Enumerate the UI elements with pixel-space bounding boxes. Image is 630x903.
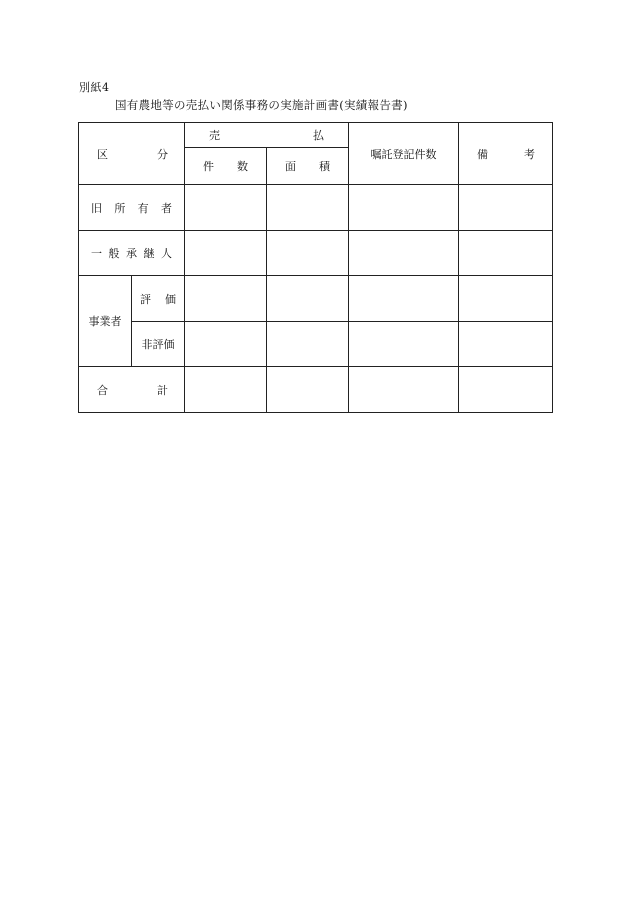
cell-area (267, 367, 349, 413)
row-label-char: 旧 (91, 201, 102, 215)
header-area (267, 148, 349, 185)
not-evaluated-text: 非評価 (141, 338, 175, 351)
row-general-heir (79, 231, 553, 276)
document-title: 国有農地等の売払い関係事務の実施計画書(実績報告書) (115, 98, 408, 112)
row-label-char: 継 (143, 247, 155, 260)
header-count-char: 件 (203, 160, 214, 173)
row-label-char: 計 (157, 383, 168, 397)
header-category-char: 分 (157, 147, 168, 161)
header-count (185, 148, 267, 185)
row-label-char: 所 (114, 201, 126, 215)
row-label-char: 一 (91, 247, 102, 260)
header-remarks-char: 考 (524, 147, 535, 161)
plan-table (78, 122, 553, 413)
row-evaluated (79, 276, 553, 322)
header-commission-text: 嘱託登記件数 (370, 147, 437, 161)
header-sale (185, 123, 349, 148)
header-row (79, 123, 553, 148)
cell-area (267, 231, 349, 276)
header-commission (349, 123, 459, 185)
header-sale-char: 売 (209, 129, 220, 142)
row-label-char: 般 (108, 247, 120, 260)
row-label-business-operator (79, 276, 132, 367)
row-former-owner (79, 185, 553, 231)
cell-remarks (459, 322, 553, 367)
cell-remarks (459, 185, 553, 231)
header-category-char: 区 (97, 147, 108, 161)
header-remarks-char: 備 (477, 147, 488, 161)
row-label-char: 人 (161, 247, 172, 260)
business-operator-text: 事業者 (88, 315, 122, 328)
row-label-char: 者 (160, 201, 172, 215)
row-total (79, 367, 553, 413)
cell-remarks (459, 231, 553, 276)
row-label-char: 有 (137, 201, 149, 215)
cell-area (267, 276, 349, 322)
header-category (79, 123, 185, 185)
cell-commission (349, 276, 459, 322)
header-area-char: 面 (285, 160, 296, 173)
cell-commission (349, 322, 459, 367)
row-label-not-evaluated (132, 322, 185, 367)
cell-count (185, 322, 267, 367)
cell-commission (349, 185, 459, 231)
header-sale-char: 払 (313, 129, 324, 142)
cell-remarks (459, 367, 553, 413)
cell-count (185, 367, 267, 413)
row-label-char: 合 (97, 383, 108, 397)
cell-remarks (459, 276, 553, 322)
cell-commission (349, 231, 459, 276)
cell-count (185, 231, 267, 276)
header-area-char: 積 (319, 160, 330, 173)
row-label-char: 評 (140, 292, 151, 306)
row-label-evaluated (132, 276, 185, 322)
row-label-char: 価 (165, 292, 176, 306)
row-label-general-heir (79, 231, 185, 276)
cell-count (185, 185, 267, 231)
row-not-evaluated (79, 322, 553, 367)
row-label-char: 承 (126, 247, 137, 260)
row-label-total (79, 367, 185, 413)
row-label-former-owner (79, 185, 185, 231)
attachment-label: 別紙4 (79, 81, 110, 94)
header-remarks (459, 123, 553, 185)
header-count-char: 数 (237, 160, 248, 173)
cell-commission (349, 367, 459, 413)
cell-area (267, 322, 349, 367)
cell-area (267, 185, 349, 231)
cell-count (185, 276, 267, 322)
